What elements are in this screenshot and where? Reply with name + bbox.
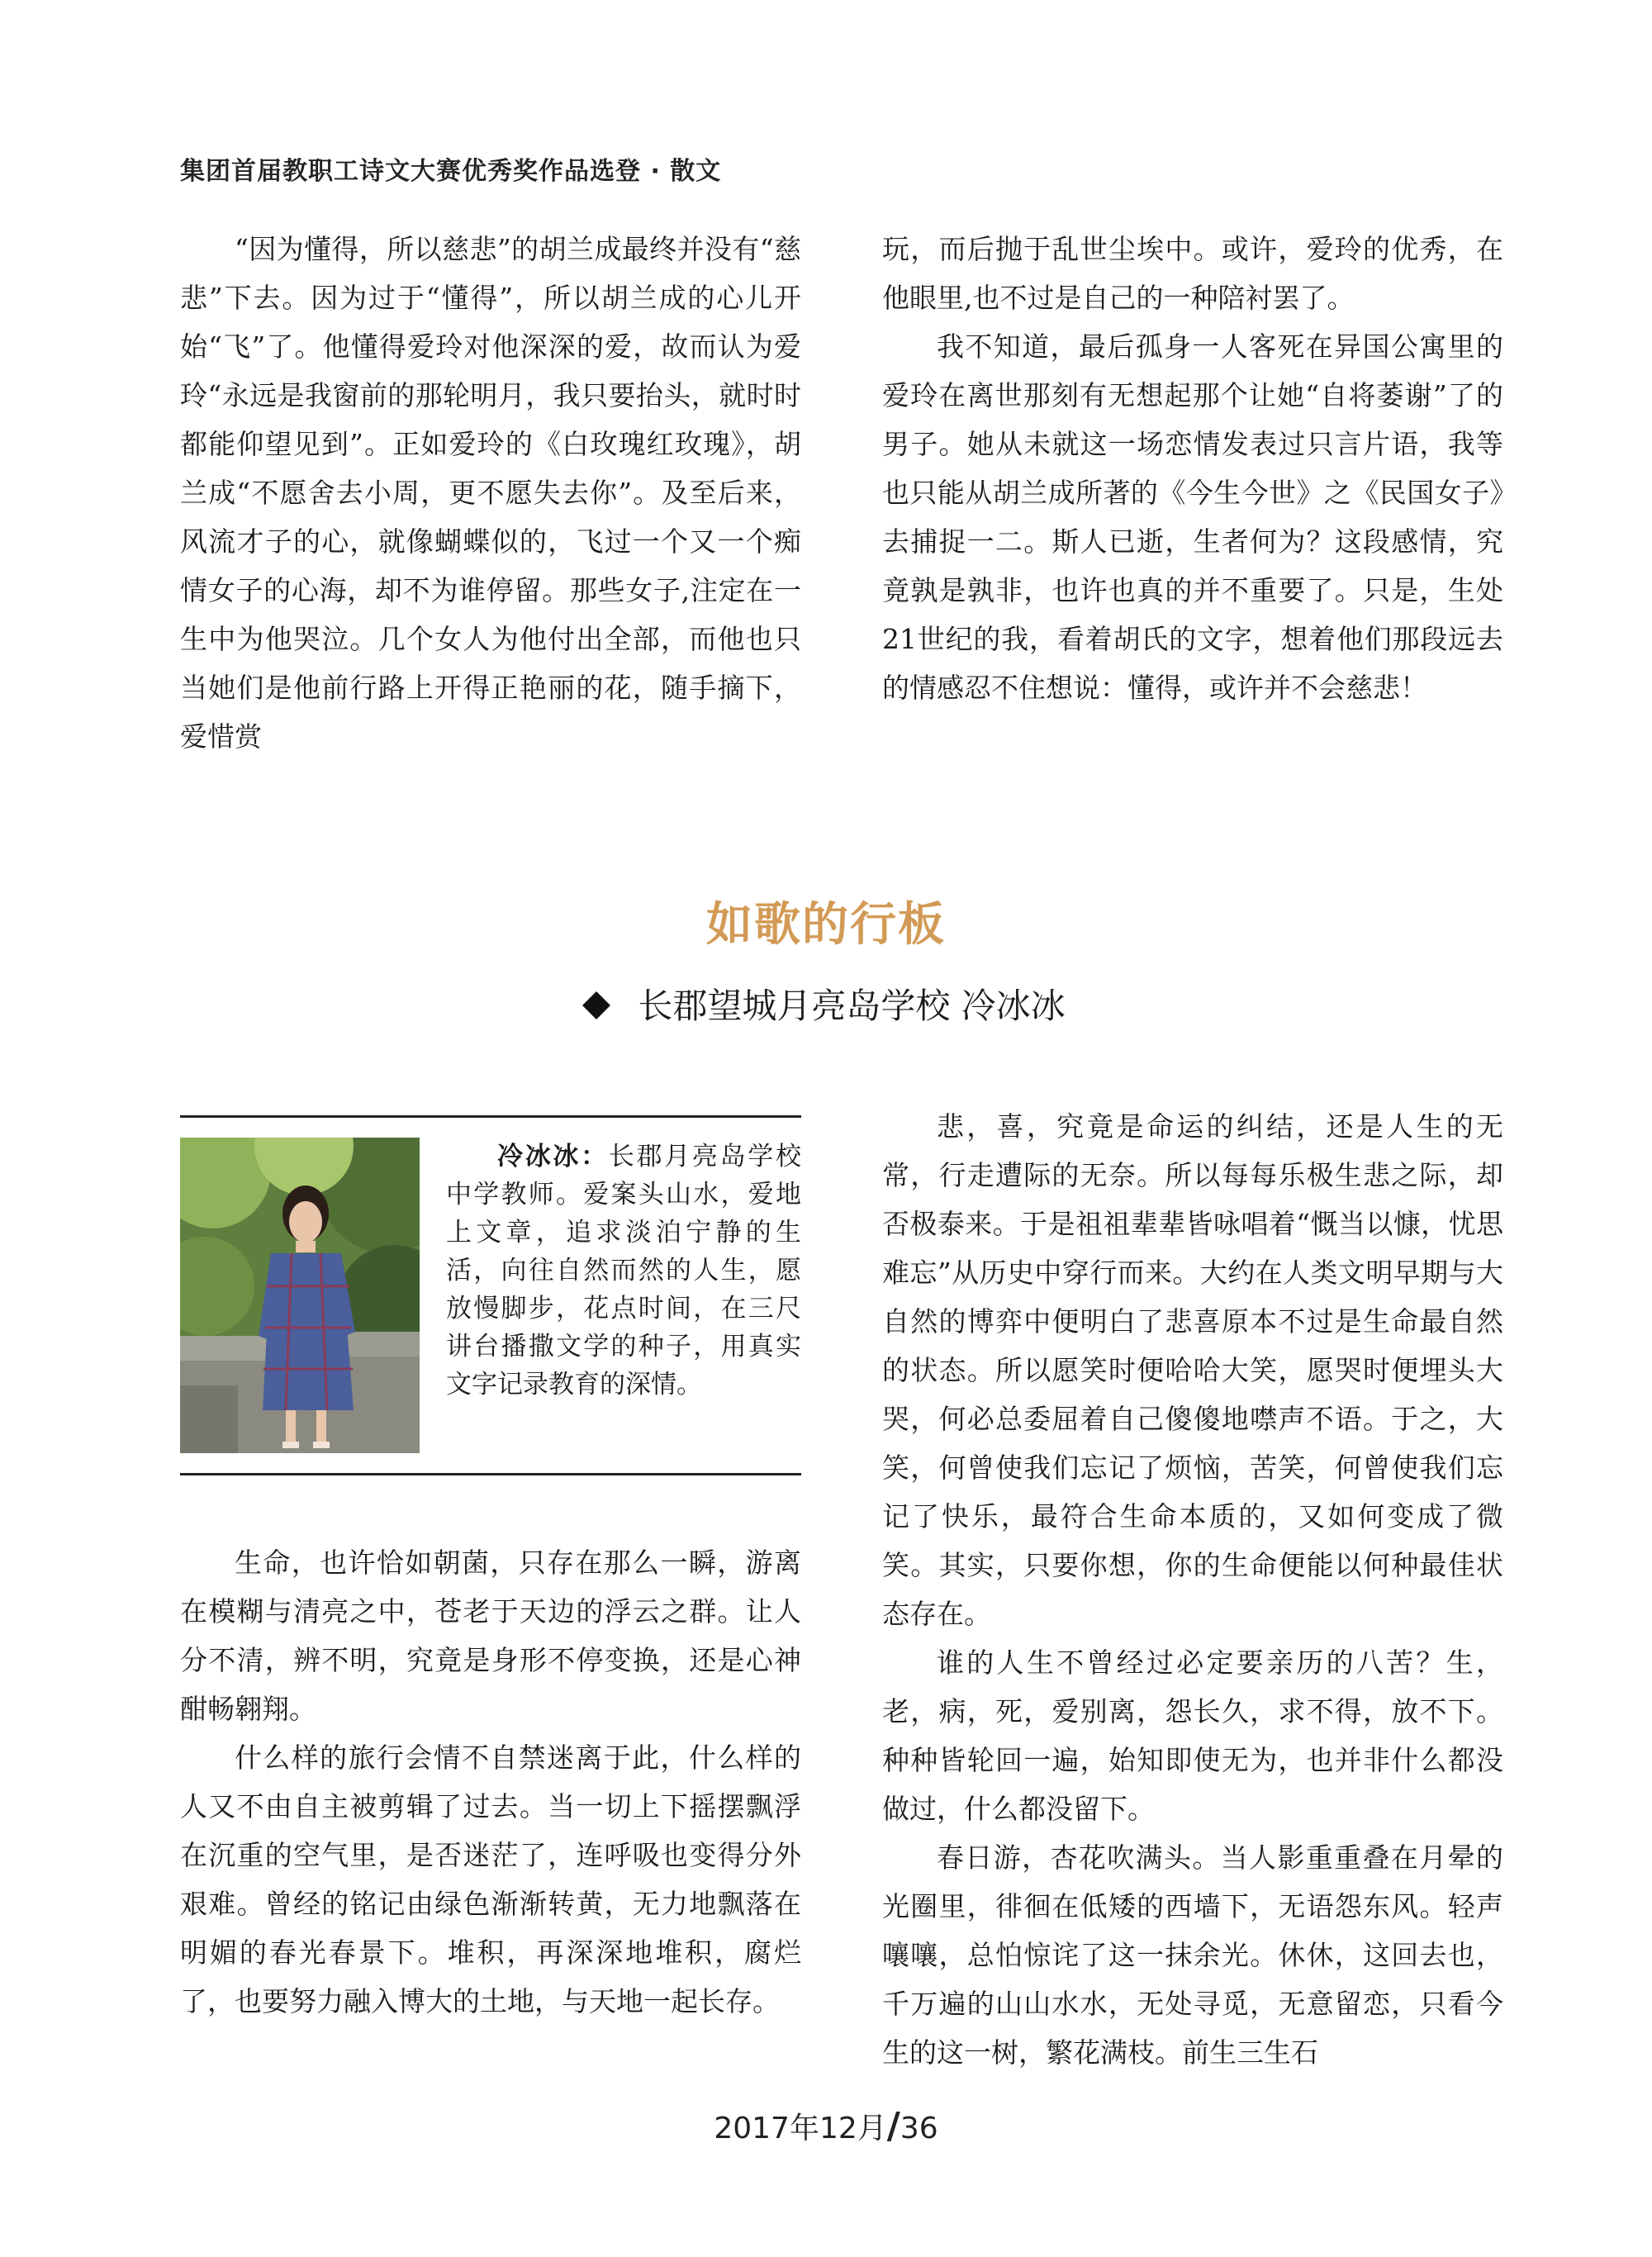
- bio-name: 冷冰冰：: [497, 1142, 609, 1171]
- bio-description: 长郡月亮岛学校中学教师。爱案头山水，爱地上文章，追求淡泊宁静的生活，向往自然而然的人生，愿放慢脚步，花点时间，在三尺讲台播撒文学的种子，用真实文字记录教育的深情。: [446, 1142, 802, 1399]
- top-right-column: [882, 225, 1503, 712]
- article-author: [0, 979, 1652, 1029]
- paragraph: 什么样的旅行会情不自禁迷离于此，什么样的人又不由自主被剪辑了过去。当一切上下摇摆飘浮在沉重的空气里，是否迷茫了，连呼吸也变得分外艰难。曾经的铭记由绿色渐渐转黄，无力地飘落在明媚的春光春景下。堆积，再深深地堆积，腐烂了，也要努力融入博大的土地，与天地一起长存。: [180, 1741, 801, 2017]
- author-text: 长郡望城月亮岛学校 冷冰冰: [638, 986, 1066, 1026]
- author-photo: [180, 1138, 420, 1453]
- page-footer: [0, 2105, 1652, 2147]
- paragraph: 谁的人生不曾经过必定要亲历的八苦？生，老，病，死，爱别离，怨长久，求不得，放不下。种种皆轮回一遍，始知即使无为，也并非什么都没做过，什么都没留下。: [882, 1646, 1503, 1825]
- paragraph: 悲，喜，究竟是命运的纠结，还是人生的无常，行走遭际的无奈。所以每每乐极生悲之际，却否极泰来。于是祖祖辈辈皆咏唱着“慨当以慷，忧思难忘”从历史中穿行而来。大约在人类文明早期与大自然的博弈中便明白了悲喜原本不过是生命最自然的状态。所以愿笑时便哈哈大笑，愿哭时便埋头大哭，何必总委屈着自己傻傻地噤声不语。于之，大笑，何曾使我们忘记了烦恼，苦笑，何曾使我们忘记了快乐，最符合生命本质的，又如何变成了微笑。其实，只要你想，你的生命便能以何种最佳状态存在。: [882, 1110, 1503, 1630]
- article-title: 如歌的行板: [706, 898, 946, 952]
- top-left-column: [180, 225, 801, 761]
- footer-slash: /: [886, 2105, 900, 2147]
- bio-text-block: [446, 1138, 801, 1404]
- paragraph: 玩，而后抛于乱世尘埃中。或许，爱玲的优秀，在他眼里,也不过是自己的一种陪衬罢了。: [882, 233, 1503, 314]
- paragraph: 我不知道，最后孤身一人客死在异国公寓里的爱玲在离世那刻有无想起那个让她“自将萎谢”了的男子。她从未就这一场恋情发表过只言片语，我等也只能从胡兰成所著的《今生今世》之《民国女子》去捕捉一二。斯人已逝，生者何为？这段感情，究竟孰是孰非，也许也真的并不重要了。只是，生处21世纪的我，看着胡氏的文字，想着他们那段远去的情感忍不住想说：懂得，或许并不会慈悲！: [882, 330, 1503, 704]
- paragraph: “因为懂得，所以慈悲”的胡兰成最终并没有“慈悲”下去。因为过于“懂得”，所以胡兰成的心儿开始“飞”了。他懂得爱玲对他深深的爱，故而认为爱玲“永远是我窗前的那轮明月，我只要抬头，就时时都能仰望见到”。正如爱玲的《白玫瑰红玫瑰》，胡兰成“不愿舍去小周，更不愿失去你”。及至后来，风流才子的心，就像蝴蝶似的，飞过一个又一个痴情女子的心海，却不为谁停留。那些女子,注定在一生中为他哭泣。几个女人为他付出全部，而他也只当她们是他前行路上开得正艳丽的花，随手摘下，爱惜赏: [180, 233, 801, 753]
- page-header: 集团首届教职工诗文大赛优秀奖作品选登 · 散文: [180, 157, 722, 186]
- diamond-bullet-icon: [582, 991, 610, 1019]
- author-bio-box: [180, 1115, 801, 1475]
- page-number: 36: [900, 2112, 938, 2145]
- paragraph: 生命，也许恰如朝菌，只存在那么一瞬，游离在模糊与清亮之中，苍老于天边的浮云之群。让人分不清，辨不明，究竟是身形不停变换，还是心神酣畅翱翔。: [180, 1547, 801, 1725]
- paragraph: 春日游，杏花吹满头。当人影重重叠在月晕的光圈里，徘徊在低矮的西墙下，无语怨东风。轻声嚷嚷，总怕惊诧了这一抹余光。休休，这回去也，千万遍的山山水水，无处寻觅，无意留恋，只看今生的这一树，繁花满枝。前生三生石: [882, 1841, 1503, 2069]
- issue-date: 2017年12月: [714, 2112, 887, 2145]
- bottom-right-column: [882, 1102, 1503, 2077]
- bottom-left-column: [180, 1538, 801, 2026]
